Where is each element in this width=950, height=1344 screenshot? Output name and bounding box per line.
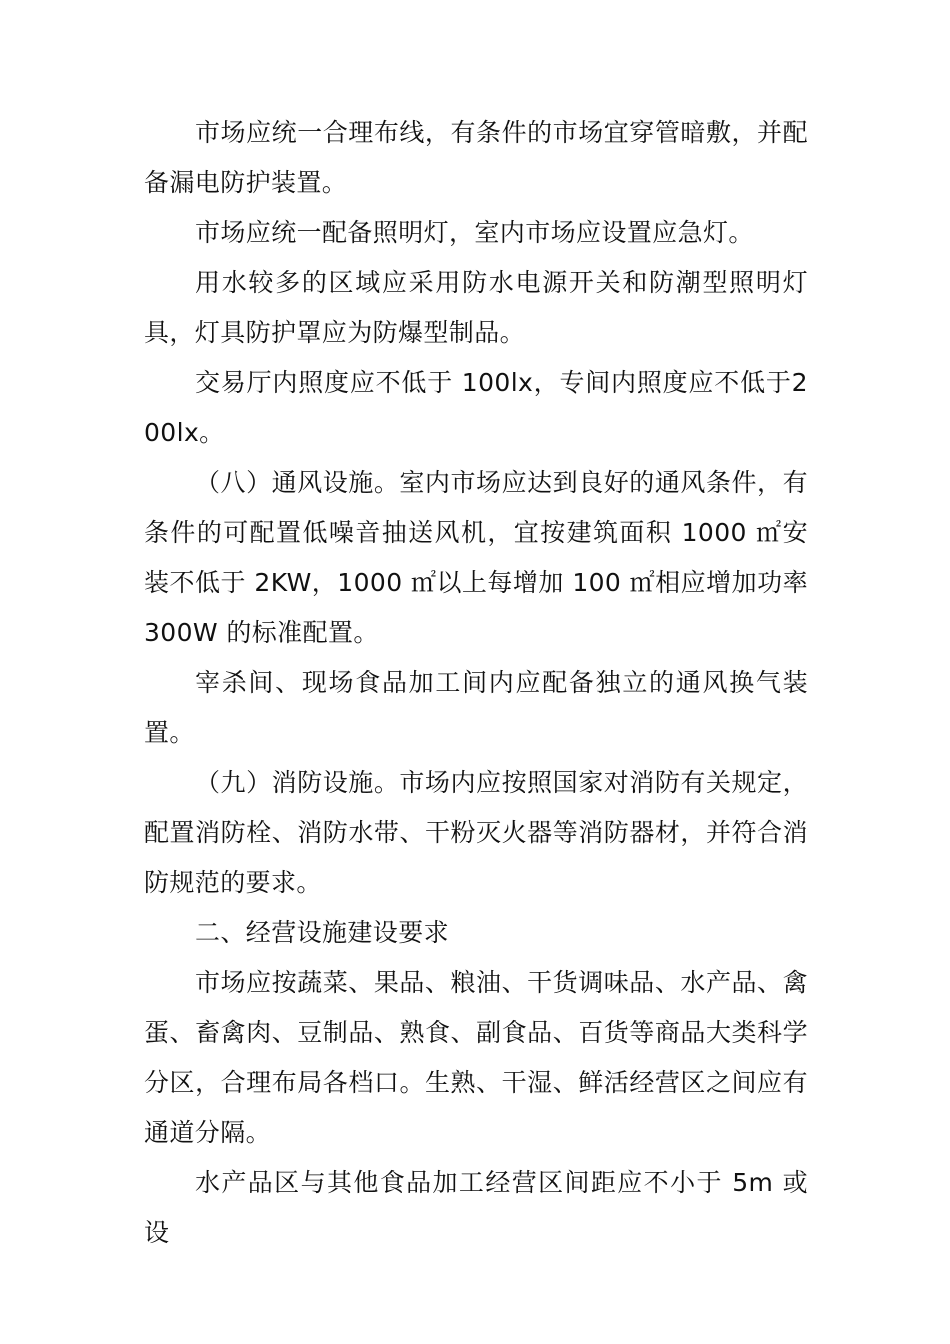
paragraph-waterproof-lighting: 用水较多的区域应采用防水电源开关和防潮型照明灯具，灯具防护罩应为防爆型制品。 bbox=[144, 268, 808, 347]
document-body bbox=[144, 108, 808, 1258]
section-heading-business-facilities: 二、经营设施建设要求 bbox=[195, 918, 450, 947]
paragraph-zoning: 市场应按蔬菜、果品、粮油、干货调味品、水产品、禽蛋、畜禽肉、豆制品、熟食、副食品、百货等商品大类科学分区，合理布局各档口。生熟、干湿、鲜活经营区之间应有通道分隔。 bbox=[144, 968, 808, 1147]
paragraph-illuminance: 交易厅内照度应不低于 100lx，专间内照度应不低于200lx。 bbox=[144, 368, 808, 447]
paragraph-lighting: 市场应统一配备照明灯，室内市场应设置应急灯。 bbox=[195, 218, 754, 247]
paragraph-fire-protection: （九）消防设施。市场内应按照国家对消防有关规定，配置消防栓、消防水带、干粉灭火器等消防器材，并符合消防规范的要求。 bbox=[144, 768, 808, 897]
paragraph-aquatic-distance: 水产品区与其他食品加工经营区间距应不小于 5m 或设 bbox=[144, 1168, 808, 1247]
paragraph-ventilation: （八）通风设施。室内市场应达到良好的通风条件，有条件的可配置低噪音抽送风机，宜按建筑面积 1000 ㎡安装不低于 2KW，1000 ㎡以上每增加 100 ㎡相应增加功率300W 的标准配置。 bbox=[144, 468, 808, 647]
paragraph-wiring: 市场应统一合理布线，有条件的市场宜穿管暗敷，并配备漏电防护装置。 bbox=[144, 118, 808, 197]
paragraph-slaughter-ventilation: 宰杀间、现场食品加工间内应配备独立的通风换气装置。 bbox=[144, 668, 808, 747]
